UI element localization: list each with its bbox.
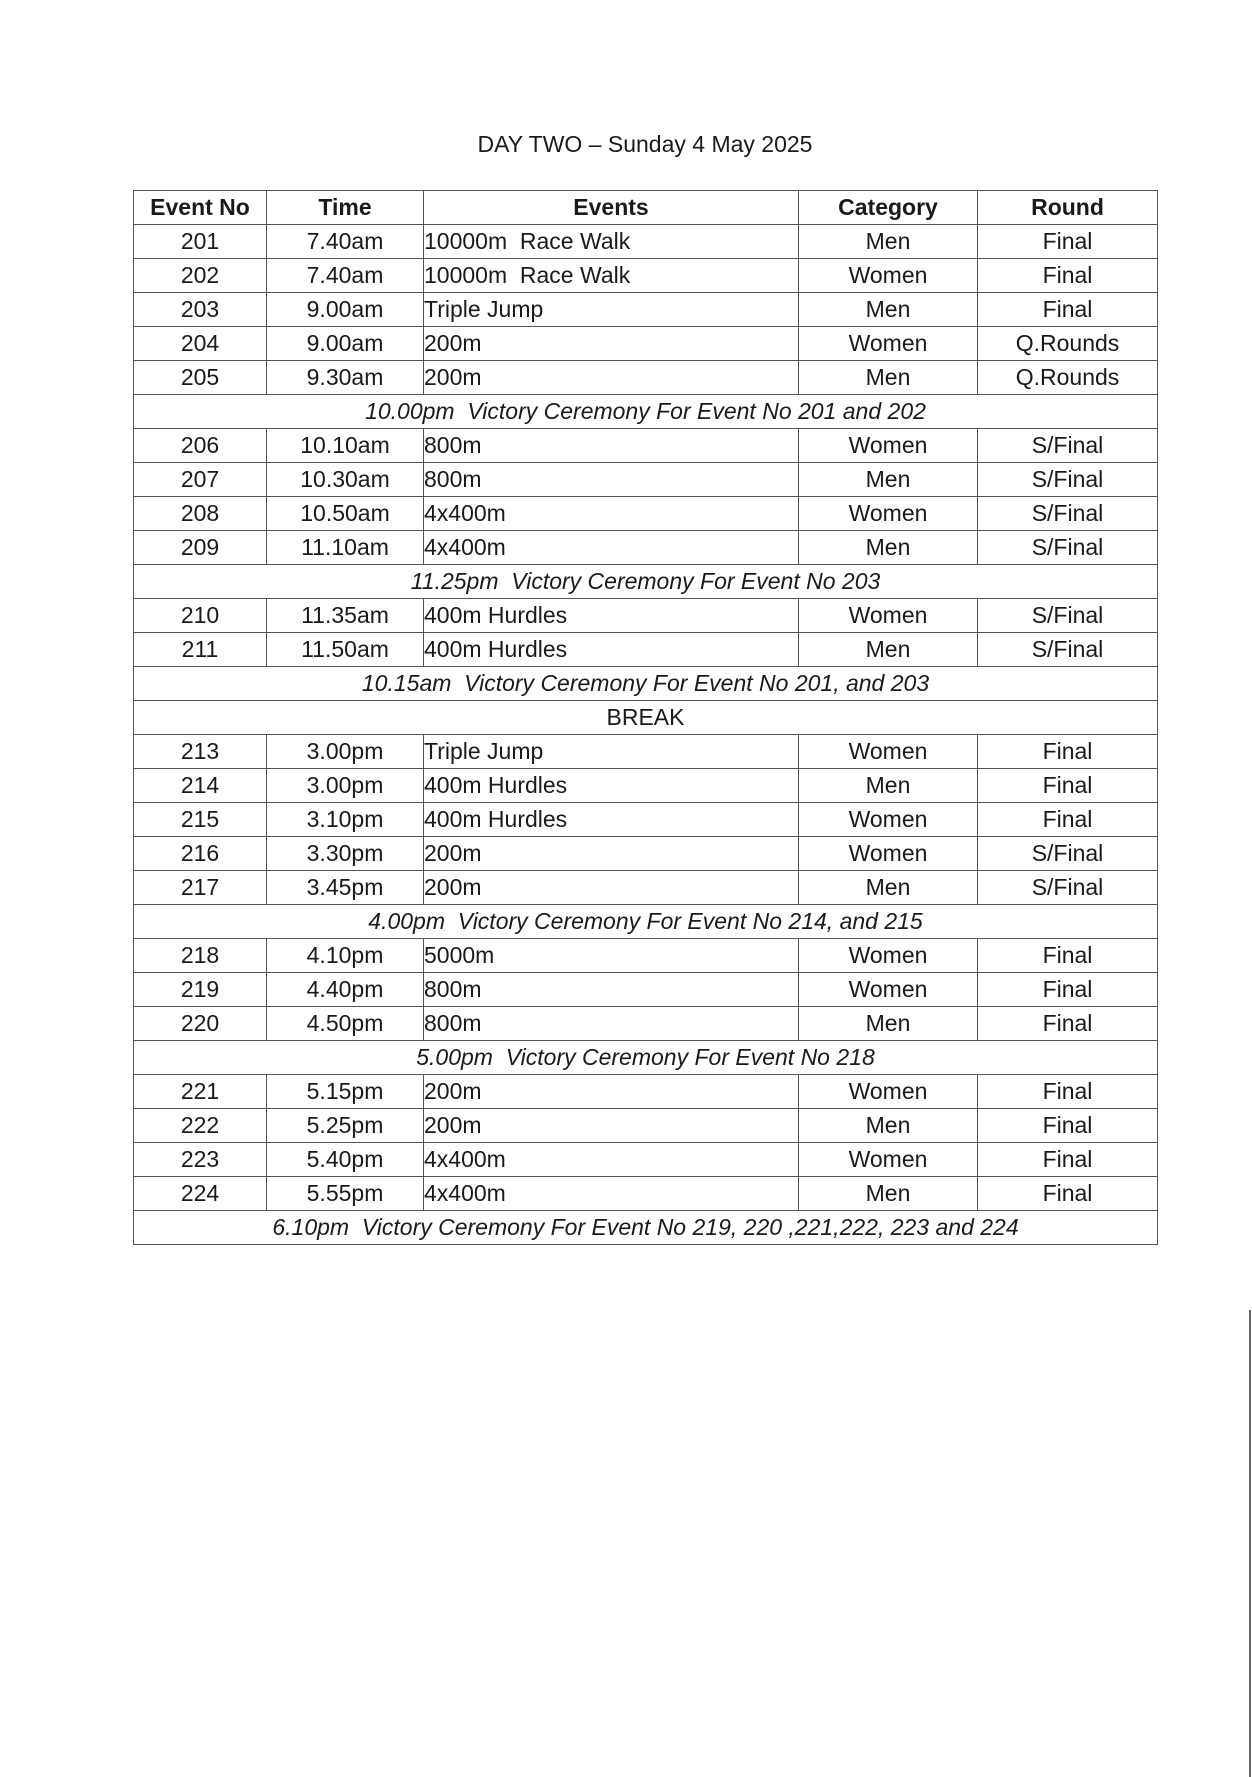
header-events: Events bbox=[424, 191, 799, 225]
event-no-cell: 211 bbox=[134, 633, 267, 667]
table-row bbox=[134, 259, 1158, 293]
round-cell: Final bbox=[978, 1143, 1158, 1177]
category-cell: Women bbox=[799, 327, 978, 361]
time-cell: 4.50pm bbox=[267, 1007, 424, 1041]
event-no-cell: 207 bbox=[134, 463, 267, 497]
event-no-cell: 216 bbox=[134, 837, 267, 871]
table-row bbox=[134, 463, 1158, 497]
table-row bbox=[134, 735, 1158, 769]
event-name-cell: 200m bbox=[424, 1075, 799, 1109]
category-cell: Men bbox=[799, 463, 978, 497]
event-name-cell: 400m Hurdles bbox=[424, 633, 799, 667]
round-cell: S/Final bbox=[978, 531, 1158, 565]
event-no-cell: 219 bbox=[134, 973, 267, 1007]
category-cell: Women bbox=[799, 735, 978, 769]
time-cell: 5.55pm bbox=[267, 1177, 424, 1211]
round-cell: Final bbox=[978, 259, 1158, 293]
category-cell: Men bbox=[799, 293, 978, 327]
event-name-cell: 200m bbox=[424, 837, 799, 871]
event-no-cell: 209 bbox=[134, 531, 267, 565]
ceremony-note: 10.00pm Victory Ceremony For Event No 201 and 202 bbox=[134, 395, 1158, 429]
round-cell: Final bbox=[978, 769, 1158, 803]
time-cell: 10.50am bbox=[267, 497, 424, 531]
time-cell: 9.30am bbox=[267, 361, 424, 395]
time-cell: 5.15pm bbox=[267, 1075, 424, 1109]
round-cell: Final bbox=[978, 225, 1158, 259]
round-cell: Final bbox=[978, 293, 1158, 327]
time-cell: 11.50am bbox=[267, 633, 424, 667]
category-cell: Men bbox=[799, 633, 978, 667]
table-row bbox=[134, 973, 1158, 1007]
event-no-cell: 224 bbox=[134, 1177, 267, 1211]
event-no-cell: 220 bbox=[134, 1007, 267, 1041]
event-name-cell: 4x400m bbox=[424, 1143, 799, 1177]
category-cell: Men bbox=[799, 531, 978, 565]
table-row bbox=[134, 1075, 1158, 1109]
table-row bbox=[134, 871, 1158, 905]
ceremony-row bbox=[134, 1041, 1158, 1075]
round-cell: S/Final bbox=[978, 837, 1158, 871]
break-label: BREAK bbox=[134, 701, 1158, 735]
category-cell: Women bbox=[799, 939, 978, 973]
table-row bbox=[134, 769, 1158, 803]
category-cell: Men bbox=[799, 1007, 978, 1041]
table-row bbox=[134, 599, 1158, 633]
ceremony-note: 4.00pm Victory Ceremony For Event No 214, and 215 bbox=[134, 905, 1158, 939]
event-name-cell: Triple Jump bbox=[424, 735, 799, 769]
event-no-cell: 205 bbox=[134, 361, 267, 395]
table-row bbox=[134, 293, 1158, 327]
event-name-cell: 200m bbox=[424, 361, 799, 395]
event-name-cell: 800m bbox=[424, 973, 799, 1007]
schedule-table bbox=[133, 190, 1158, 1245]
table-row bbox=[134, 327, 1158, 361]
event-name-cell: 10000m Race Walk bbox=[424, 259, 799, 293]
table-row bbox=[134, 1177, 1158, 1211]
event-no-cell: 204 bbox=[134, 327, 267, 361]
round-cell: S/Final bbox=[978, 429, 1158, 463]
event-name-cell: 10000m Race Walk bbox=[424, 225, 799, 259]
event-no-cell: 201 bbox=[134, 225, 267, 259]
round-cell: Final bbox=[978, 735, 1158, 769]
ceremony-note: 6.10pm Victory Ceremony For Event No 219, 220 ,221,222, 223 and 224 bbox=[134, 1211, 1158, 1245]
page-title: DAY TWO – Sunday 4 May 2025 bbox=[477, 131, 813, 157]
time-cell: 3.10pm bbox=[267, 803, 424, 837]
ceremony-row bbox=[134, 905, 1158, 939]
table-row bbox=[134, 803, 1158, 837]
time-cell: 3.00pm bbox=[267, 735, 424, 769]
header-category: Category bbox=[799, 191, 978, 225]
event-no-cell: 217 bbox=[134, 871, 267, 905]
table-row bbox=[134, 1143, 1158, 1177]
event-name-cell: 200m bbox=[424, 871, 799, 905]
table-row bbox=[134, 837, 1158, 871]
round-cell: Final bbox=[978, 1075, 1158, 1109]
category-cell: Women bbox=[799, 973, 978, 1007]
event-name-cell: 5000m bbox=[424, 939, 799, 973]
break-row bbox=[134, 701, 1158, 735]
category-cell: Women bbox=[799, 1075, 978, 1109]
round-cell: S/Final bbox=[978, 463, 1158, 497]
round-cell: Final bbox=[978, 1109, 1158, 1143]
table-row bbox=[134, 429, 1158, 463]
event-no-cell: 214 bbox=[134, 769, 267, 803]
event-name-cell: 200m bbox=[424, 1109, 799, 1143]
event-name-cell: 400m Hurdles bbox=[424, 599, 799, 633]
table-row bbox=[134, 939, 1158, 973]
time-cell: 3.45pm bbox=[267, 871, 424, 905]
round-cell: S/Final bbox=[978, 633, 1158, 667]
ceremony-note: 5.00pm Victory Ceremony For Event No 218 bbox=[134, 1041, 1158, 1075]
ceremony-row bbox=[134, 1211, 1158, 1245]
header-event-no: Event No bbox=[134, 191, 267, 225]
round-cell: Final bbox=[978, 1007, 1158, 1041]
event-name-cell: 4x400m bbox=[424, 531, 799, 565]
round-cell: S/Final bbox=[978, 599, 1158, 633]
round-cell: Q.Rounds bbox=[978, 361, 1158, 395]
header-row bbox=[134, 191, 1158, 225]
page-edge-rule bbox=[1249, 1310, 1251, 1777]
category-cell: Men bbox=[799, 225, 978, 259]
category-cell: Women bbox=[799, 803, 978, 837]
category-cell: Men bbox=[799, 871, 978, 905]
category-cell: Men bbox=[799, 769, 978, 803]
event-no-cell: 213 bbox=[134, 735, 267, 769]
event-name-cell: 400m Hurdles bbox=[424, 769, 799, 803]
round-cell: Final bbox=[978, 939, 1158, 973]
ceremony-row bbox=[134, 395, 1158, 429]
event-no-cell: 210 bbox=[134, 599, 267, 633]
table-row bbox=[134, 531, 1158, 565]
table-row bbox=[134, 225, 1158, 259]
event-no-cell: 215 bbox=[134, 803, 267, 837]
event-name-cell: Triple Jump bbox=[424, 293, 799, 327]
table-row bbox=[134, 361, 1158, 395]
ceremony-note: 10.15am Victory Ceremony For Event No 201, and 203 bbox=[134, 667, 1158, 701]
event-no-cell: 202 bbox=[134, 259, 267, 293]
category-cell: Men bbox=[799, 361, 978, 395]
event-no-cell: 222 bbox=[134, 1109, 267, 1143]
time-cell: 5.25pm bbox=[267, 1109, 424, 1143]
category-cell: Women bbox=[799, 497, 978, 531]
time-cell: 3.00pm bbox=[267, 769, 424, 803]
category-cell: Men bbox=[799, 1109, 978, 1143]
table-row bbox=[134, 1109, 1158, 1143]
time-cell: 11.10am bbox=[267, 531, 424, 565]
event-name-cell: 800m bbox=[424, 463, 799, 497]
round-cell: Final bbox=[978, 973, 1158, 1007]
time-cell: 5.40pm bbox=[267, 1143, 424, 1177]
time-cell: 4.40pm bbox=[267, 973, 424, 1007]
event-name-cell: 800m bbox=[424, 1007, 799, 1041]
ceremony-note: 11.25pm Victory Ceremony For Event No 203 bbox=[134, 565, 1158, 599]
time-cell: 10.10am bbox=[267, 429, 424, 463]
event-name-cell: 800m bbox=[424, 429, 799, 463]
header-round: Round bbox=[978, 191, 1158, 225]
event-no-cell: 218 bbox=[134, 939, 267, 973]
category-cell: Women bbox=[799, 259, 978, 293]
round-cell: Q.Rounds bbox=[978, 327, 1158, 361]
time-cell: 9.00am bbox=[267, 327, 424, 361]
schedule-body bbox=[134, 225, 1158, 1245]
category-cell: Women bbox=[799, 599, 978, 633]
category-cell: Women bbox=[799, 429, 978, 463]
time-cell: 10.30am bbox=[267, 463, 424, 497]
event-name-cell: 4x400m bbox=[424, 1177, 799, 1211]
round-cell: S/Final bbox=[978, 871, 1158, 905]
table-row bbox=[134, 497, 1158, 531]
time-cell: 3.30pm bbox=[267, 837, 424, 871]
time-cell: 11.35am bbox=[267, 599, 424, 633]
time-cell: 9.00am bbox=[267, 293, 424, 327]
event-no-cell: 203 bbox=[134, 293, 267, 327]
event-name-cell: 4x400m bbox=[424, 497, 799, 531]
header-time: Time bbox=[267, 191, 424, 225]
category-cell: Women bbox=[799, 837, 978, 871]
ceremony-row bbox=[134, 565, 1158, 599]
time-cell: 4.10pm bbox=[267, 939, 424, 973]
time-cell: 7.40am bbox=[267, 259, 424, 293]
event-no-cell: 208 bbox=[134, 497, 267, 531]
event-name-cell: 400m Hurdles bbox=[424, 803, 799, 837]
table-row bbox=[134, 633, 1158, 667]
ceremony-row bbox=[134, 667, 1158, 701]
category-cell: Women bbox=[799, 1143, 978, 1177]
table-row bbox=[134, 1007, 1158, 1041]
round-cell: Final bbox=[978, 803, 1158, 837]
event-name-cell: 200m bbox=[424, 327, 799, 361]
event-no-cell: 221 bbox=[134, 1075, 267, 1109]
round-cell: S/Final bbox=[978, 497, 1158, 531]
event-no-cell: 206 bbox=[134, 429, 267, 463]
round-cell: Final bbox=[978, 1177, 1158, 1211]
event-no-cell: 223 bbox=[134, 1143, 267, 1177]
category-cell: Men bbox=[799, 1177, 978, 1211]
time-cell: 7.40am bbox=[267, 225, 424, 259]
